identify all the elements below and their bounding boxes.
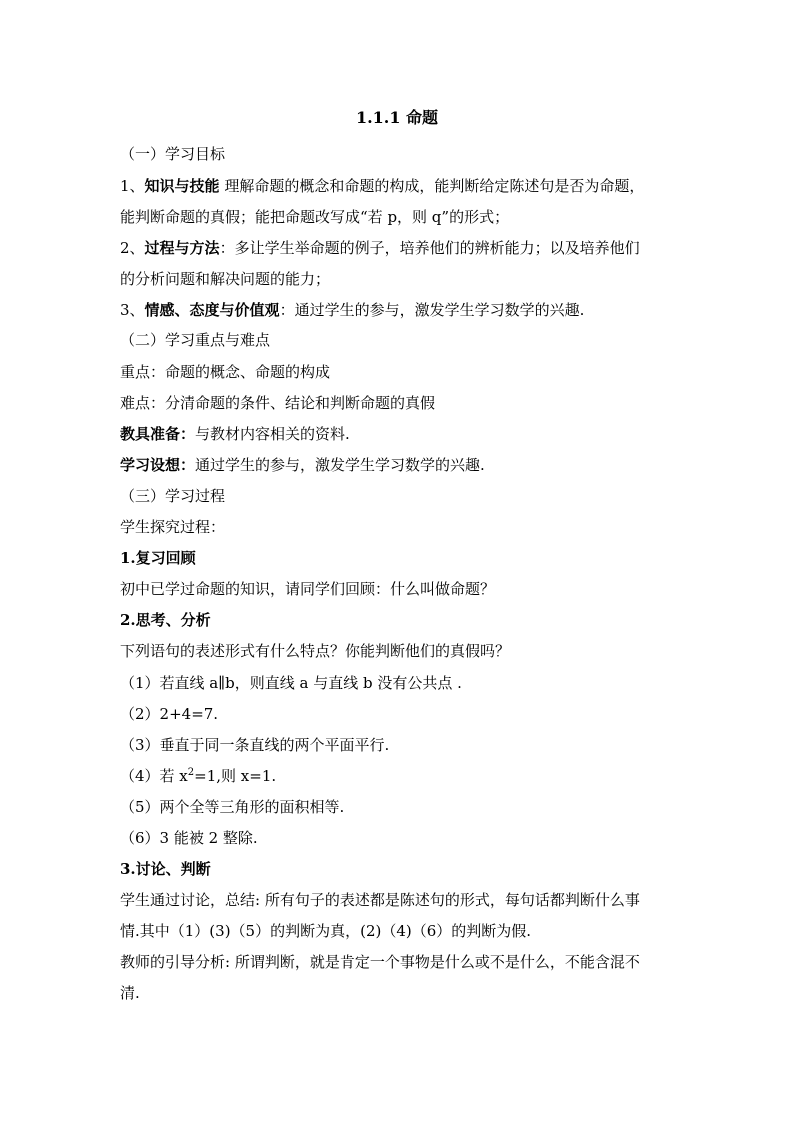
teaching-tools-text: 与教材内容相关的资料. xyxy=(195,425,350,443)
step-heading-1: 1.复习回顾 xyxy=(120,549,196,567)
discussion-line-1: 学生通过讨论，总结: 所有句子的表述都是陈述句的形式，每句话都判断什么事 xyxy=(120,891,640,909)
objective-3-label: 情感、态度与价值观 xyxy=(144,301,280,319)
statement-1: （1）若直线 a∥b，则直线 a 与直线 b 没有公共点 . xyxy=(120,674,462,692)
teacher-analysis-line-2: 清. xyxy=(120,984,140,1002)
objective-3-text: ：通过学生的参与，激发学生学习数学的兴趣. xyxy=(279,301,585,319)
statement-4 xyxy=(120,766,276,786)
section-heading-3: （三）学习过程 xyxy=(120,487,226,505)
teacher-analysis-line-1: 教师的引导分析: 所谓判断，就是肯定一个事物是什么或不是什么，不能含混不 xyxy=(120,953,640,971)
page-title: 1.1.1 命题 xyxy=(355,108,439,127)
explore-process: 学生探究过程： xyxy=(120,518,226,536)
discussion-line-2: 情.其中（1）(3)（5）的判断为真，(2)（4)（6）的判断为假. xyxy=(120,922,532,940)
objective-2-text: ：多让学生举命题的例子，培养他们的辨析能力；以及培养他们 xyxy=(219,239,640,257)
objective-1-continued: 能判断命题的真假；能把命题改写成“若 p，则 q”的形式； xyxy=(120,208,510,226)
statement-5: （5）两个全等三角形的面积相等. xyxy=(120,798,345,816)
statement-4-part-b: =1,则 x=1. xyxy=(194,767,277,785)
objective-3: 3、情感、态度与价值观：通过学生的参与，激发学生学习数学的兴趣. xyxy=(120,301,585,319)
objective-2: 2、过程与方法：多让学生举命题的例子，培养他们的辨析能力；以及培养他们 xyxy=(120,239,640,257)
difficult-points: 难点：分清命题的条件、结论和判断命题的真假 xyxy=(120,394,436,412)
teaching-tools-label: 教具准备： xyxy=(120,425,196,443)
learning-design-label: 学习设想： xyxy=(120,456,196,474)
objective-2-label: 过程与方法 xyxy=(144,239,220,257)
objective-2-continued: 的分析问题和解决问题的能力； xyxy=(120,270,331,288)
teaching-tools xyxy=(120,424,350,444)
review-text: 初中已学过命题的知识，请同学们回顾：什么叫做命题？ xyxy=(120,580,496,598)
section-heading-1: （一）学习目标 xyxy=(120,145,226,163)
objective-1: 1、知识与技能 理解命题的概念和命题的构成，能判断给定陈述句是否为命题， xyxy=(120,177,645,195)
question-text: 下列语句的表述形式有什么特点？你能判断他们的真假吗？ xyxy=(120,642,511,660)
step-heading-3: 3.讨论、判断 xyxy=(120,860,211,878)
statement-3: （3）垂直于同一条直线的两个平面平行. xyxy=(120,736,390,754)
statement-6: （6）3 能被 2 整除. xyxy=(120,829,258,847)
learning-design xyxy=(120,455,485,475)
key-points: 重点：命题的概念、命题的构成 xyxy=(120,363,331,381)
objective-1-label: 知识与技能 xyxy=(144,177,220,195)
section-heading-2: （二）学习重点与难点 xyxy=(120,331,271,349)
objective-1-text: 理解命题的概念和命题的构成，能判断给定陈述句是否为命题， xyxy=(219,177,645,195)
step-heading-2: 2.思考、分析 xyxy=(120,611,211,629)
statement-2: （2）2+4=7. xyxy=(120,705,219,723)
statement-4-part-a: （4）若 x xyxy=(120,767,188,785)
statement-4-superscript: 2 xyxy=(187,767,195,778)
learning-design-text: 通过学生的参与，激发学生学习数学的兴趣. xyxy=(195,456,485,474)
